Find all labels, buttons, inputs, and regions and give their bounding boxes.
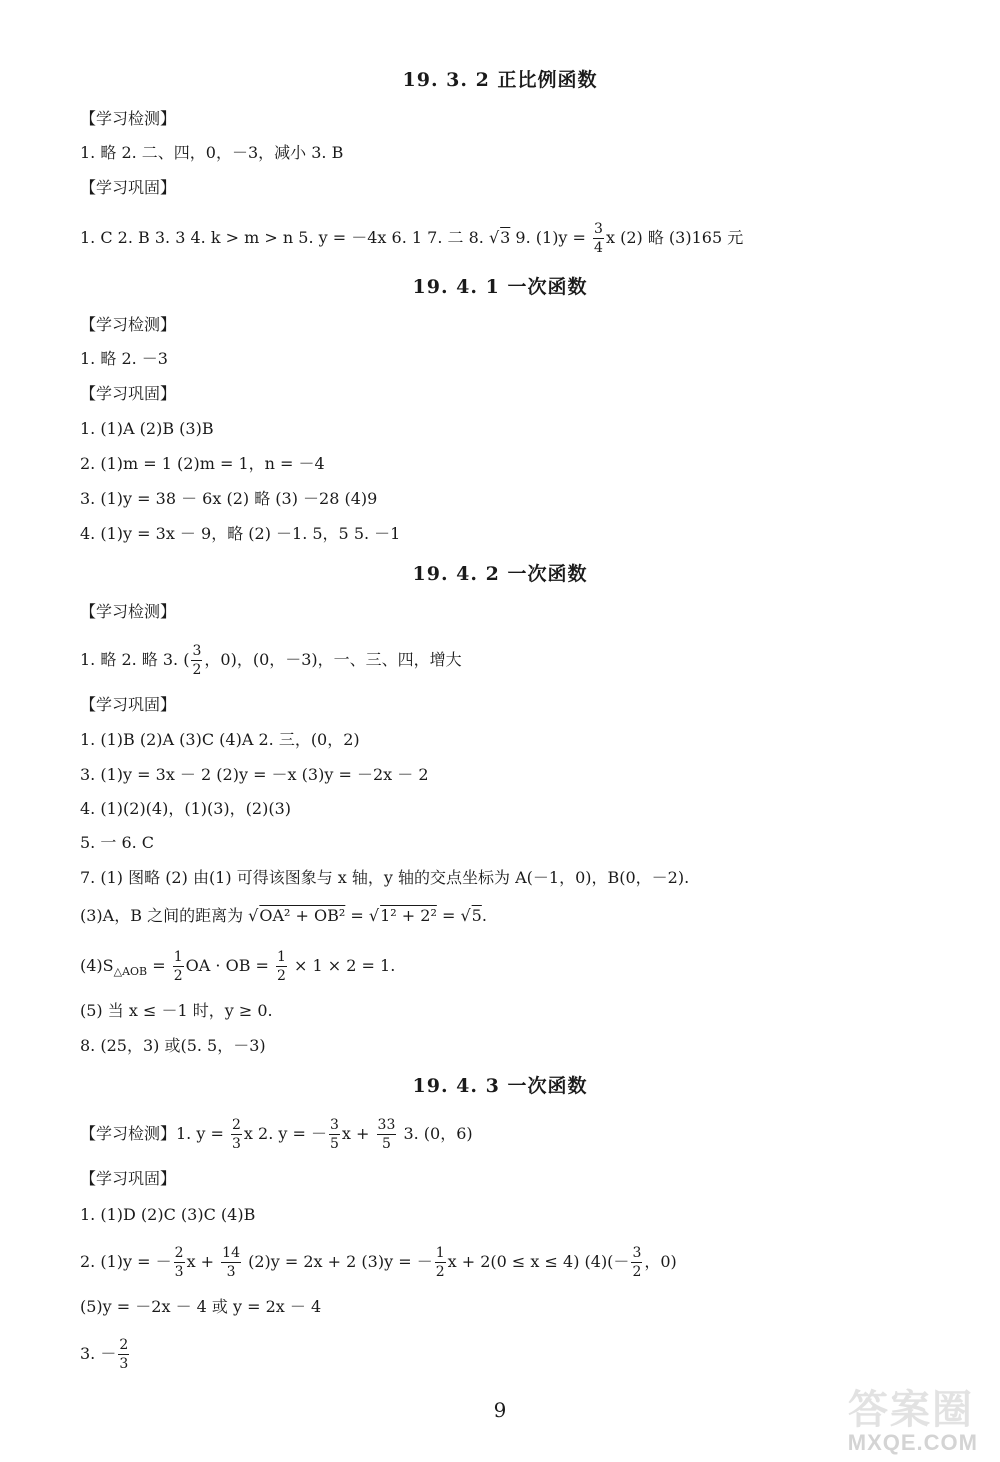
fraction-denominator: 3 [231,1136,241,1152]
fraction-numerator: 1 [435,1245,445,1261]
answer-line: 4. (1)y = 3x － 9，略 (2) －1. 5，5 5. －1 [80,524,401,543]
answer-line: 2. (1)m = 1 (2)m = 1，n = －4 [80,454,325,473]
watermark [816,1378,986,1460]
fraction-numerator: 3 [594,221,603,237]
sqrt-symbol: √ [488,228,500,247]
answer-text: 9. (1)y = [510,228,592,247]
sqrt-radicand: 3 [500,228,511,247]
section-title-19-4-1: 19. 4. 1 一次函数 [412,276,588,298]
answer-text: x (2) 略 (3)165 元 [605,228,744,247]
answer-text: 【学习检测】1. y = [80,1124,229,1143]
fraction [631,1246,642,1279]
fraction-numerator: 33 [377,1117,396,1133]
subscript: △AOB [113,965,148,979]
answer-line: 5. 一 6. C [80,833,155,852]
answer-text: 1. 略 2. 略 3. ( [80,650,190,669]
fraction [221,1246,241,1279]
fraction-denominator: 5 [330,1136,339,1152]
fraction-denominator: 2 [632,1264,642,1280]
section-header-consolidate: 【学习巩固】 [80,1169,177,1188]
fraction-numerator: 1 [173,949,183,965]
answer-line: 7. (1) 图略 (2) 由(1) 可得该图象与 x 轴，y 轴的交点坐标为 A(－1，0)，B(0，－2). [80,868,690,887]
fraction-denominator: 2 [435,1264,445,1280]
section-header-check: 【学习检测】 [80,315,177,334]
sqrt-radicand: 5 [471,906,482,925]
fraction-denominator: 2 [192,662,202,678]
fraction-denominator: 2 [277,968,286,984]
fraction-denominator: 5 [381,1136,391,1152]
answer-line: (5)y = －2x － 4 或 y = 2x － 4 [80,1297,322,1316]
answer-line [80,950,395,983]
answer-line: 4. (1)(2)(4)，(1)(3)，(2)(3) [80,799,292,818]
answer-line: 3. (1)y = 38 － 6x (2) 略 (3) －28 (4)9 [80,489,378,508]
answer-text: . [481,906,487,925]
answer-text: ，0)，(0，－3)，一、三、四，增大 [204,650,462,669]
answer-line [80,1118,473,1151]
answer-line: 1. 略 2. 二、四，0，－3，减小 3. B [80,143,344,162]
answer-text: 3. (0，6) [398,1124,473,1143]
answer-text: = [147,956,171,975]
fraction [435,1246,446,1279]
section-header-consolidate: 【学习巩固】 [80,695,177,714]
answer-text: (4)S [80,956,114,975]
answer-text: = √ [436,906,471,925]
answer-line: 1. (1)D (2)C (3)C (4)B [80,1205,256,1224]
fraction [118,1338,129,1371]
fraction-numerator: 3 [192,643,202,659]
answer-line [80,905,487,927]
fraction-denominator: 4 [594,240,603,256]
fraction [191,644,202,677]
answer-line: (5) 当 x ≤ －1 时，y ≥ 0. [80,1001,273,1020]
answer-text: x + 2(0 ≤ x ≤ 4) (4)(－ [447,1252,630,1271]
watermark-logo: 答案圈 [848,1388,974,1432]
page-number: 9 [493,1398,507,1422]
fraction-numerator: 2 [174,1245,184,1261]
watermark-site: MXQE.COM [847,1430,978,1455]
sqrt-radicand: 1² + 2² [380,906,437,925]
fraction-numerator: 2 [119,1337,129,1353]
sqrt-radicand: OA² + OB² [259,906,346,925]
fraction [593,222,604,255]
fraction [174,1246,185,1279]
answer-text: 1. C 2. B 3. 3 4. k > m > n 5. y = －4x 6. 1 7. 二 8. [80,228,489,247]
answer-text: OA · OB = [185,956,275,975]
answer-text: = √ [345,906,380,925]
fraction-denominator: 3 [226,1264,236,1280]
fraction-denominator: 3 [119,1356,129,1372]
answer-line: 8. (25，3) 或(5. 5，－3) [80,1036,266,1055]
section-title-19-4-2: 19. 4. 2 一次函数 [412,563,588,585]
answer-text: 3. － [80,1344,117,1363]
answer-line [80,1338,131,1371]
answer-text: 2. (1)y = － [80,1252,172,1271]
answer-text: x 2. y = － [243,1124,327,1143]
section-header-consolidate: 【学习巩固】 [80,178,177,197]
section-header-check: 【学习检测】 [80,602,177,621]
answer-text: (2)y = 2x + 2 (3)y = － [243,1252,433,1271]
fraction-numerator: 14 [222,1245,240,1261]
fraction [377,1118,397,1151]
answer-line [80,1246,677,1279]
answer-line: 1. 略 2. －3 [80,349,168,368]
answer-line: 1. (1)A (2)B (3)B [80,419,214,438]
section-title-19-3-2: 19. 3. 2 正比例函数 [402,69,598,91]
fraction [329,1118,340,1151]
section-header-check: 【学习检测】 [80,109,177,128]
answer-text: x + [341,1124,375,1143]
answer-text: x + [186,1252,220,1271]
fraction [276,950,287,983]
fraction-numerator: 1 [277,949,286,965]
answer-text: (3)A，B 之间的距离为 √ [80,906,259,925]
answer-line: 3. (1)y = 3x － 2 (2)y = －x (3)y = －2x － 2 [80,765,429,784]
answer-text: ，0) [644,1252,677,1271]
fraction-numerator: 3 [330,1117,339,1133]
fraction-denominator: 2 [173,968,183,984]
fraction [173,950,184,983]
section-title-19-4-3: 19. 4. 3 一次函数 [412,1075,588,1097]
fraction-numerator: 3 [632,1245,642,1261]
fraction [231,1118,242,1151]
section-header-consolidate: 【学习巩固】 [80,384,177,403]
answer-text: × 1 × 2 = 1. [288,956,396,975]
fraction-numerator: 2 [231,1117,241,1133]
fraction-denominator: 3 [174,1264,184,1280]
answer-line [80,222,743,255]
answer-line [80,644,462,677]
answer-line: 1. (1)B (2)A (3)C (4)A 2. 三，(0，2) [80,730,360,749]
